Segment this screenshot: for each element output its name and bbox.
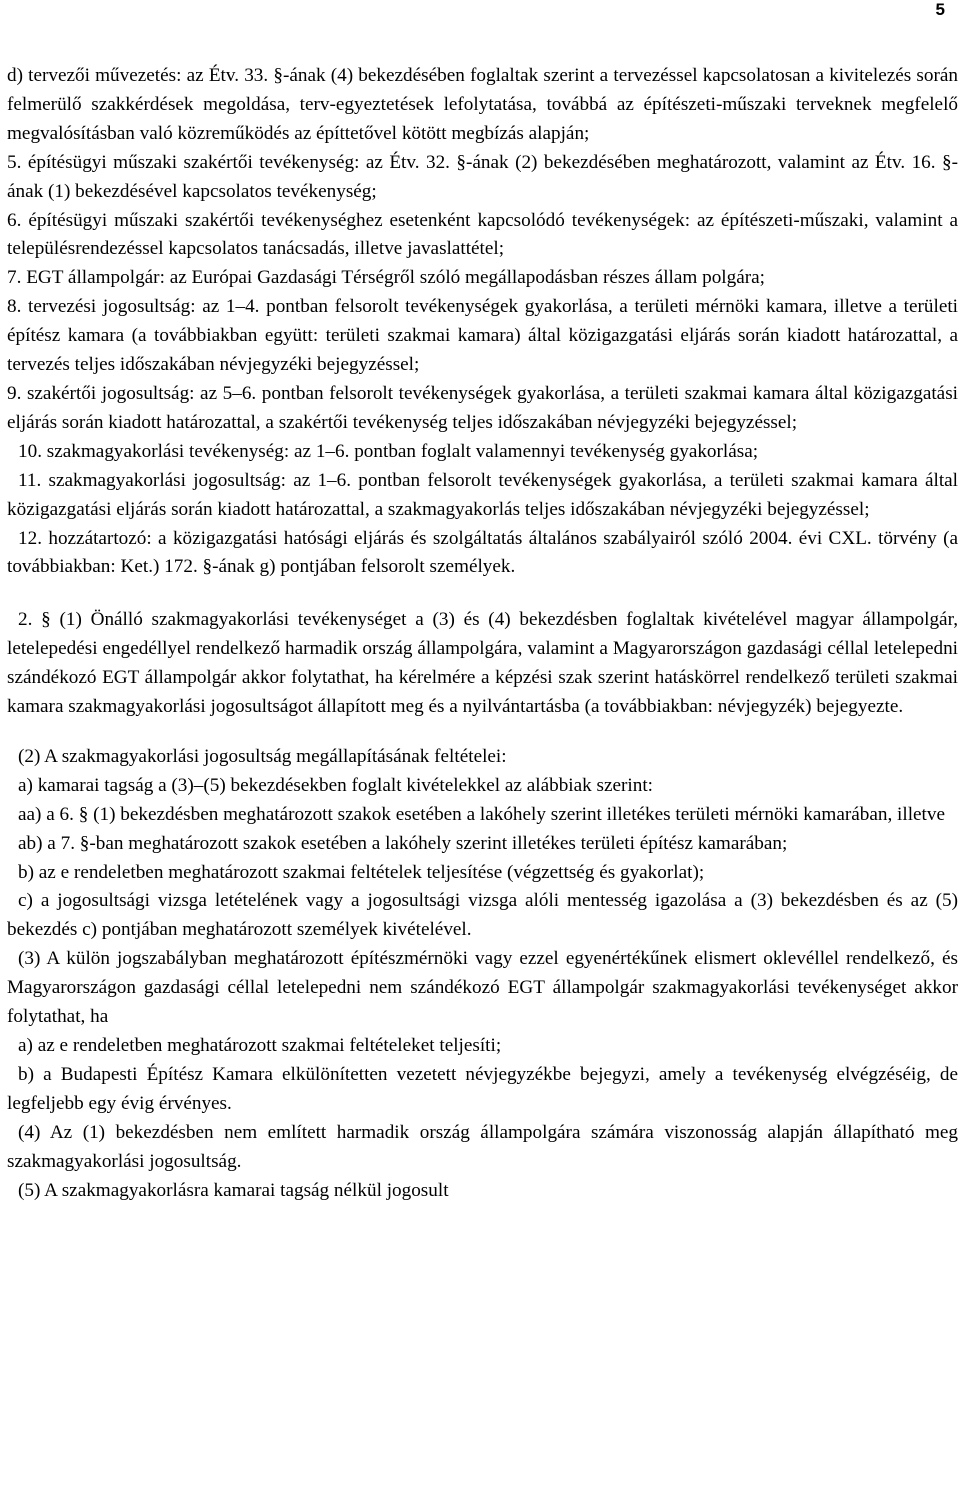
- definition-7-egt-allampolgar: 7. EGT állampolgár: az Európai Gazdasági Térségről szóló megállapodásban részes állam polgára;: [7, 267, 765, 289]
- definition-8-tervezesi-jogosultsag: 8. tervezési jogosultság: az 1–4. pontban felsorolt tevékenységek gyakorlása, a területi mérnöki kamara, illetve a területi építész kamara (a továbbiakban együtt: területi szakmai kamara) által közigazgatási eljárás során kiadott határozattal, a tervezés teljes időszakában névjegyzéki bejegyzéssel;: [7, 296, 958, 376]
- document-body: [7, 62, 958, 1205]
- section-2-paragraph-2-heading: (2) A szakmagyakorlási jogosultság megállapításának feltételei:: [18, 745, 507, 767]
- definition-d-tervezoi-muvezetes: d) tervezői művezetés: az Étv. 33. §-ának (4) bekezdésében foglaltak szerint a tervezéssel kapcsolatosan a kivitelezés során felmerülő szakkérdések megoldása, terv-egyeztetések lefolytatása, továbbá az építészeti-műszaki terveknek megfelelő megvalósításban való közreműködés az építtetővel kötött megbízás alapján;: [7, 65, 958, 144]
- condition-c: c) a jogosultsági vizsga letételének vagy a jogosultsági vizsga alóli mentesség igazolása a (3) bekezdésben és az (5) bekezdés c) pontjában meghatározott személyek kivételével.: [7, 890, 958, 941]
- section-2-paragraph-3: (3) A külön jogszabályban meghatározott építészmérnöki vagy ezzel egyenértékűnek elismert oklevéllel rendelkező, és Magyarországon gazdasági céllal letelepedni nem szándékozó EGT állampolgár szakmagyakorlási tevékenységet akkor folytathat, ha: [7, 948, 958, 1028]
- definition-10-szakmagyakorlasi-tevekenyseg: 10. szakmagyakorlási tevékenység: az 1–6. pontban foglalt valamennyi tevékenység gyakorlása;: [18, 440, 759, 462]
- page-number: 5: [935, 0, 945, 19]
- paragraph-3-item-a: a) az e rendeletben meghatározott szakmai feltételeket teljesíti;: [18, 1035, 502, 1056]
- condition-a-kamarai-tagsag: a) kamarai tagság a (3)–(5) bekezdésekben foglalt kivételekkel az alábbiak szerint:: [18, 774, 654, 796]
- definition-11-szakmagyakorlasi-jogosultsag: 11. szakmagyakorlási jogosultság: az 1–6. pontban felsorolt tevékenységek gyakorlása, a területi szakmai kamara által közigazgatási eljárás során kiadott határozattal, a szakmagyakorlás teljes időszakában névjegyzéki bejegyzéssel;: [7, 469, 958, 520]
- definition-12-hozzatartozo: 12. hozzátartozó: a közigazgatási hatósági eljárás és szolgáltatás általános szabályairól szóló 2004. évi CXL. törvény (a továbbiakban: Ket.) 172. §-ának g) pontjában felsorolt személyek.: [7, 527, 958, 578]
- condition-ab: ab) a 7. §-ban meghatározott szakok esetében a lakóhely szerint illetékes területi építész kamarában;: [18, 832, 788, 854]
- condition-b: b) az e rendeletben meghatározott szakmai feltételek teljesítése (végzettség és gyakorlat);: [18, 861, 705, 883]
- definition-5-szakertoi-tevekenyseg: 5. építésügyi műszaki szakértői tevékenység: az Étv. 32. §-ának (2) bekezdésében meghatározott, valamint az Étv. 16. §-ának (1) bekezdésével kapcsolatos tevékenység;: [7, 151, 958, 202]
- definition-9-szakertoi-jogosultsag: 9. szakértői jogosultság: az 5–6. pontban felsorolt tevékenységek gyakorlása, a területi szakmai kamara által közigazgatási eljárás során kiadott határozattal, a szakértői tevékenység teljes időszakában névjegyzéki bejegyzéssel;: [7, 382, 958, 433]
- section-2-paragraph-1: 2. § (1) Önálló szakmagyakorlási tevékenységet a (3) és (4) bekezdésben foglaltak kivételével magyar állampolgár, letelepedési engedéllyel rendelkező harmadik ország állampolgára, valamint a Magyarországon gazdasági céllal letelepedni szándékozó EGT állampolgár akkor folytathat, ha kérelmére a képzési szak szerint hatáskörrel rendelkező területi szakmai kamara szakmagyakorlási jogosultságot állapított meg és a nyilvántartásba (a továbbiakban: névjegyzék) bejegyezte.: [7, 609, 958, 718]
- condition-aa: aa) a 6. § (1) bekezdésben meghatározott szakok esetében a lakóhely szerint illetékes területi mérnöki kamarában, illetve: [18, 803, 945, 825]
- section-2-paragraph-5: (5) A szakmagyakorlásra kamarai tagság nélkül jogosult: [18, 1179, 449, 1201]
- paragraph-3-item-b: b) a Budapesti Építész Kamara elkülönítetten vezetett névjegyzékbe bejegyzi, amely a tevékenység elvégzéséig, de legfeljebb egy évig érvényes.: [7, 1063, 958, 1114]
- definition-6-kapcsolodo-tevekenysegek: 6. építésügyi műszaki szakértői tevékenységhez esetenként kapcsolódó tevékenységek: az építészeti-műszaki, valamint a településrendezéssel kapcsolatos tanácsadás, illetve javaslattétel;: [7, 209, 958, 260]
- section-2-paragraph-4: (4) Az (1) bekezdésben nem említett harmadik ország állampolgára számára viszonosság alapján állapítható meg szakmagyakorlási jogosultság.: [7, 1121, 958, 1172]
